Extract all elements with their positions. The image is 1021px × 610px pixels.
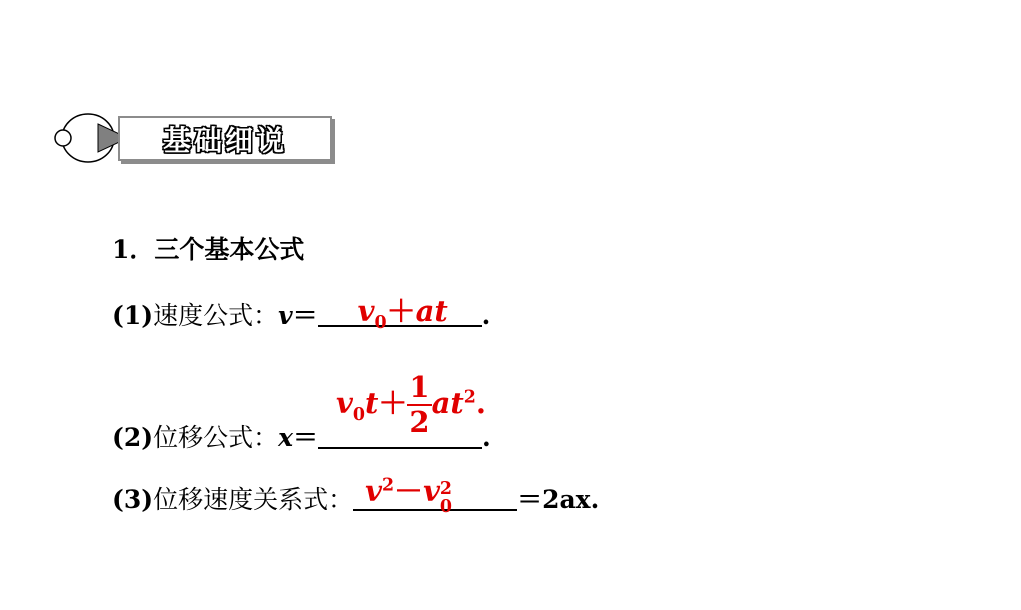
formula-item-velocity-displacement — [112, 474, 600, 517]
answer-velocity: $v_0+at$ — [357, 294, 448, 333]
item-end: . — [482, 423, 491, 452]
item-right: ＝2ax. — [517, 485, 600, 514]
formula-item-displacement — [112, 370, 491, 454]
item-label: (2) — [112, 423, 154, 452]
section-header-title: 基础细说 — [162, 123, 287, 157]
heading-text: 三个基本公式 — [154, 235, 305, 264]
answer-blank — [318, 370, 486, 449]
item-label: (1) — [112, 301, 154, 330]
item-label: (3) — [112, 485, 154, 514]
heading-number: 1． — [112, 235, 155, 264]
answer-blank — [353, 474, 517, 517]
item-text: 速度公式： — [153, 301, 279, 330]
item-text: 位移公式： — [153, 423, 279, 452]
item-var: x — [278, 423, 293, 452]
answer-velocity-displacement: $v^2-v$ 2 0 — [365, 474, 453, 517]
item-eq: ＝ — [292, 301, 318, 330]
item-text: 位移速度关系式： — [153, 485, 354, 514]
formula-heading — [112, 230, 304, 266]
answer-displacement: $v_0t+$ $\frac{1}{2}$ $at^2$. — [336, 370, 486, 439]
item-end: . — [481, 301, 491, 330]
item-eq: ＝ — [292, 423, 318, 452]
item-var: v — [278, 301, 293, 330]
answer-blank — [318, 294, 482, 333]
formula-item-velocity — [112, 296, 490, 332]
section-header — [118, 116, 332, 161]
